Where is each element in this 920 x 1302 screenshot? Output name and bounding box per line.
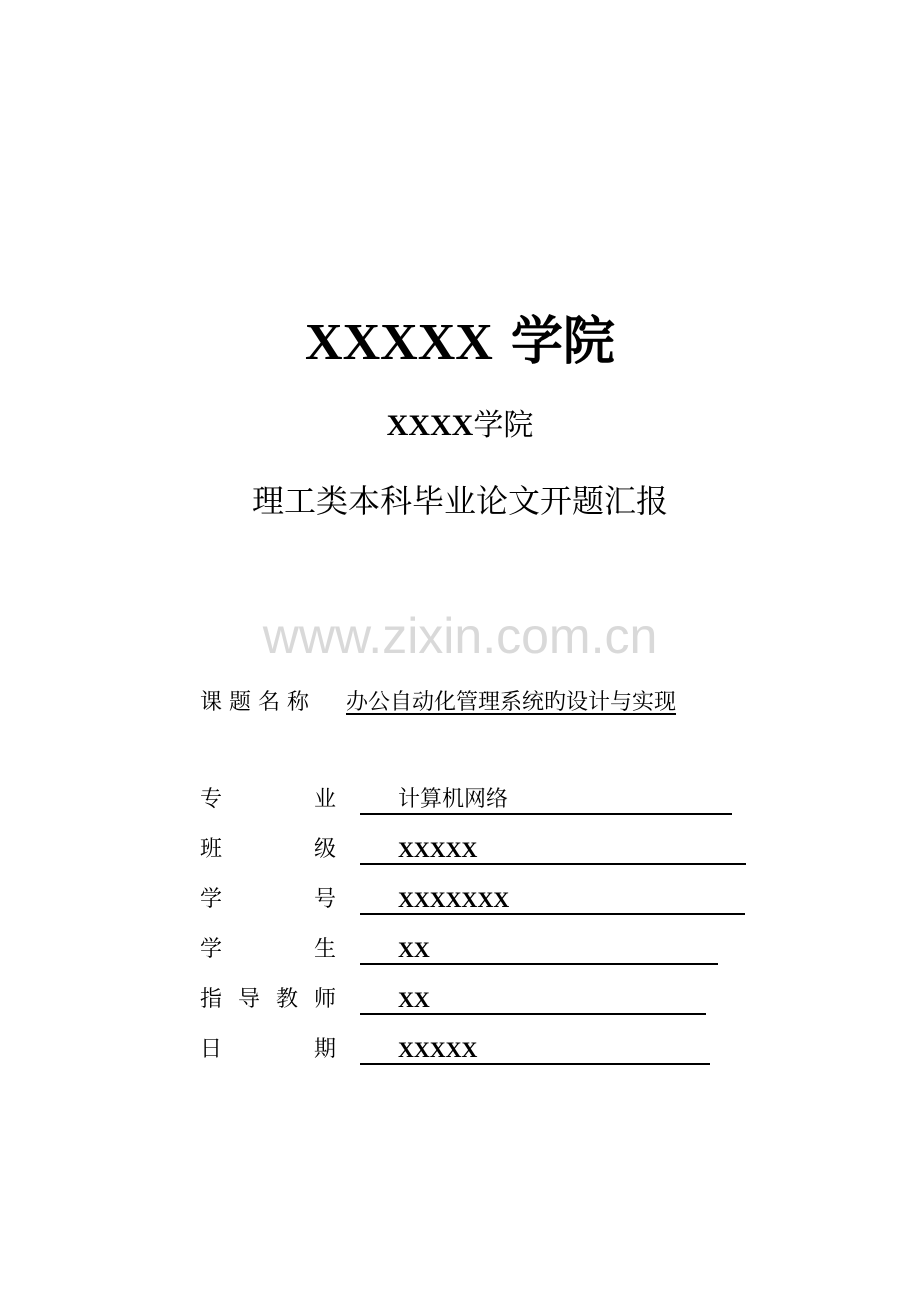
institution-subheading: [0, 404, 920, 448]
info-value-date: XXXXX: [398, 1037, 478, 1062]
label-char: 班: [200, 837, 223, 862]
info-value-advisor: XX: [398, 987, 430, 1012]
info-row-date: [200, 1033, 760, 1067]
label-char: 指: [200, 987, 223, 1012]
label-char: 业: [313, 787, 336, 812]
watermark: www.zixin.com.cn: [262, 608, 658, 664]
info-row-class: [200, 833, 760, 867]
info-row-major: [200, 783, 760, 817]
institution-subheading-cjk: 学院: [473, 408, 534, 443]
label-char: 师: [313, 987, 336, 1012]
info-value-class: XXXXX: [398, 837, 478, 862]
info-label-class: [200, 833, 336, 867]
label-char: 生: [313, 937, 336, 962]
institution-heading: [0, 310, 920, 375]
label-char: 日: [200, 1037, 223, 1062]
label-char: 导: [237, 987, 260, 1012]
info-row-advisor: [200, 983, 760, 1017]
info-label-student: [200, 933, 336, 967]
info-label-advisor: [200, 983, 336, 1017]
institution-heading-cjk: 学院: [510, 311, 615, 372]
topic-label: 课 题 名 称: [200, 690, 309, 715]
label-char: 专: [200, 787, 223, 812]
label-char: 教: [275, 987, 298, 1012]
label-char: 学: [200, 937, 223, 962]
info-label-major: [200, 783, 336, 817]
institution-heading-latin: XXXXX: [305, 314, 493, 371]
institution-subheading-latin: XXXX: [386, 409, 474, 442]
label-char: 期: [313, 1037, 336, 1062]
info-label-student-id: [200, 883, 336, 917]
label-char: 号: [313, 887, 336, 912]
report-title: 理工类本科毕业论文开题汇报: [251, 482, 668, 520]
info-value-student: XX: [398, 937, 430, 962]
info-label-date: [200, 1033, 336, 1067]
label-char: 级: [313, 837, 336, 862]
label-char: 学: [200, 887, 223, 912]
info-row-student: [200, 933, 760, 967]
info-value-major: 计算机网络: [398, 787, 509, 812]
topic-row: [200, 686, 760, 720]
info-value-student-id: XXXXXXX: [398, 887, 510, 912]
info-row-student-id: [200, 883, 760, 917]
topic-value: 办公自动化管理系统旳设计与实现: [346, 690, 677, 715]
